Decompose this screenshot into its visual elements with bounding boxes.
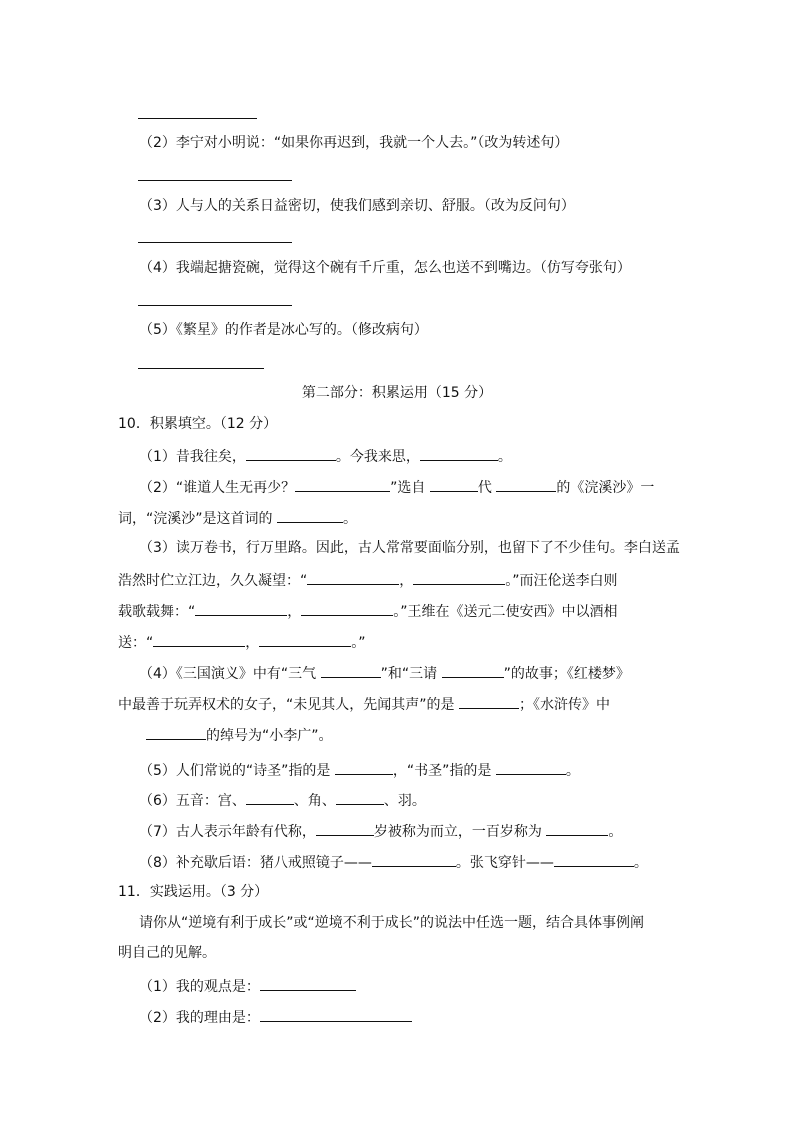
answer-blank[interactable] (246, 789, 294, 805)
answer-blank[interactable] (295, 476, 390, 492)
question-item: （8）补充歇后语：猪八戒照镜子—— 。张飞穿针—— 。 (139, 851, 648, 873)
question-item: 词，“浣溪沙”是这首词的 。 (118, 507, 357, 529)
question-text: 请你从“逆境有利于成长”或“逆境不利于成长”的说法中任选一题，结合具体事例阐 (139, 915, 645, 931)
question-item: （7）古人表示年龄有代称， 岁被称为而立，一百岁称为 。 (139, 820, 622, 842)
question-title: 10．积累填空。（12 分） (118, 416, 278, 432)
question-item: （3）读万卷书，行万里路。因此，古人常常要面临分别，也留下了不少佳句。李白送孟 (139, 540, 680, 556)
question-item: （2）我的理由是： (139, 1006, 412, 1028)
question-item: （5）《繁星》的作者是冰心写的。（修改病句） (139, 322, 428, 338)
section-title: 第二部分：积累运用（15 分） (301, 385, 493, 401)
question-item: （2）“谁道人生无再少？ ”选自 代 的《浣溪沙》一 (139, 476, 654, 498)
answer-blank[interactable] (277, 507, 343, 523)
answer-line[interactable] (138, 180, 292, 181)
question-item: （6）五音：宫、 、角、 、羽。 (139, 789, 426, 811)
question-item: （1）我的观点是： (139, 975, 356, 997)
question-item: （2）李宁对小明说：“如果你再迟到，我就一个人去。”（改为转述句） (139, 135, 569, 151)
answer-blank[interactable] (554, 851, 634, 867)
question-item: （4）我端起搪瓷碗，觉得这个碗有千斤重，怎么也送不到嘴边。（仿写夸张句） (139, 260, 631, 276)
answer-blank[interactable] (195, 600, 287, 616)
answer-blank[interactable] (335, 759, 393, 775)
answer-blank[interactable] (430, 476, 478, 492)
question-item: 载歌载舞：“ ， 。”王维在《送元二使安西》中以酒相 (118, 600, 618, 622)
answer-line[interactable] (138, 242, 292, 243)
answer-blank[interactable] (260, 975, 356, 991)
answer-blank[interactable] (372, 851, 456, 867)
answer-line[interactable] (138, 118, 257, 119)
answer-blank[interactable] (153, 631, 245, 647)
question-text: 明自己的见解。 (118, 945, 216, 961)
answer-blank[interactable] (459, 693, 519, 709)
question-title: 11．实践运用。（3 分） (118, 884, 269, 900)
answer-blank[interactable] (442, 662, 504, 678)
question-item: （3）人与人的关系日益密切，使我们感到亲切、舒服。（改为反问句） (139, 198, 575, 214)
answer-line[interactable] (138, 305, 292, 306)
answer-blank[interactable] (496, 759, 566, 775)
answer-line[interactable] (138, 368, 264, 369)
answer-blank[interactable] (307, 569, 399, 585)
question-item: （4）《三国演义》中有“三气 ”和“三请 ”的故事；《红楼梦》 (139, 662, 630, 684)
answer-blank[interactable] (316, 820, 374, 836)
answer-blank[interactable] (301, 600, 393, 616)
question-item: 浩然时伫立江边，久久凝望：“ ， 。”而汪伦送李白则 (118, 569, 618, 591)
answer-blank[interactable] (146, 724, 206, 740)
answer-blank[interactable] (546, 820, 608, 836)
answer-blank[interactable] (259, 631, 351, 647)
answer-blank[interactable] (413, 569, 505, 585)
question-item: 送：“ ， 。” (118, 631, 366, 653)
answer-blank[interactable] (246, 445, 336, 461)
question-item: （1）昔我往矣， 。今我来思， 。 (139, 445, 512, 467)
answer-blank[interactable] (336, 789, 384, 805)
question-item: 的绰号为“小李广”。 (146, 724, 333, 746)
answer-blank[interactable] (321, 662, 381, 678)
answer-blank[interactable] (496, 476, 556, 492)
question-item: 中最善于玩弄权术的女子，“未见其人，先闻其声”的是 ；《水浒传》中 (118, 693, 610, 715)
question-item: （5）人们常说的“诗圣”指的是 ，“书圣”指的是 。 (139, 759, 580, 781)
answer-blank[interactable] (260, 1006, 412, 1022)
answer-blank[interactable] (420, 445, 498, 461)
